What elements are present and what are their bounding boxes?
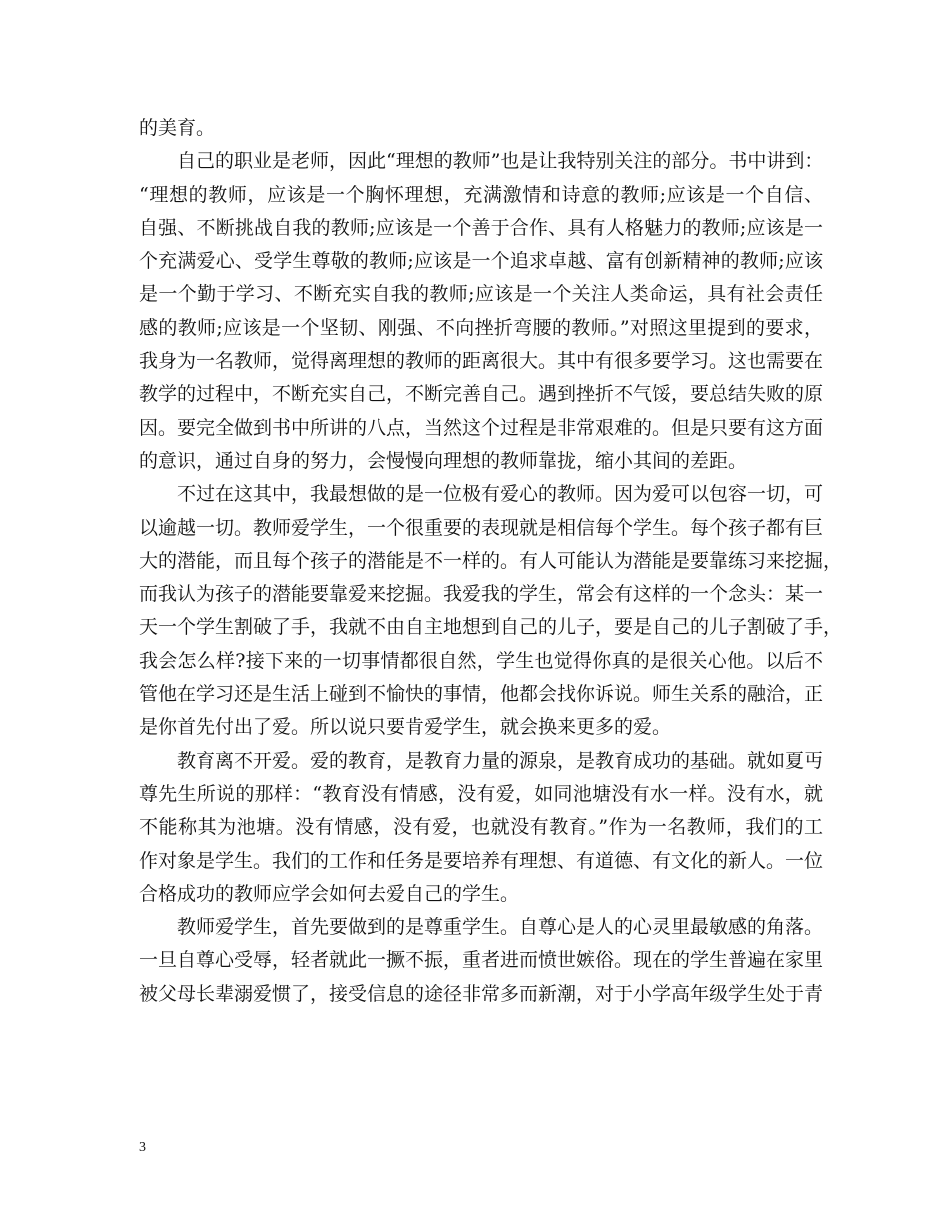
text-line: 大的潜能，而且每个孩子的潜能是不一样的。有人可能认为潜能是要靠练习来挖掘， [139,549,843,572]
text-line: 个充满爱心、受学生尊敬的教师;应该是一个追求卓越、富有创新精神的教师;应该 [139,250,823,273]
text-line: 我身为一名教师，觉得离理想的教师的距离很大。其中有很多要学习。这也需要在 [139,350,824,373]
text-line: 被父母长辈溺爱惯了，接受信息的途径非常多而新潮，对于小学高年级学生处于青 [139,982,824,1005]
text-line: 的意识，通过自身的努力，会慢慢向理想的教师靠拢，缩小其间的差距。 [139,449,748,472]
text-line: 天一个学生割破了手，我就不由自主地想到自己的儿子，要是自己的儿子割破了手， [139,616,843,639]
text-line: 教学的过程中，不断充实自己，不断完善自己。遇到挫折不气馁，要总结失败的原 [139,383,824,406]
text-line: 自强、不断挑战自我的教师;应该是一个善于合作、具有人格魅力的教师;应该是一 [139,216,823,239]
page-number: 3 [139,1140,146,1155]
text-line: 自己的职业是老师，因此“理想的教师”也是让我特别关注的部分。书中讲到： [177,150,824,173]
text-line: 教育离不开爱。爱的教育，是教育力量的源泉，是教育成功的基础。就如夏丏 [177,749,824,772]
text-line: 以逾越一切。教师爱学生，一个很重要的表现就是相信每个学生。每个孩子都有巨 [139,516,824,539]
text-line: 是你首先付出了爱。所以说只要肯爱学生，就会换来更多的爱。 [139,716,672,739]
text-line: 不能称其为池塘。没有情感，没有爱，也就没有教育。”作为一名教师，我们的工 [139,816,823,839]
text-line: 尊先生所说的那样：“教育没有情感，没有爱，如同池塘没有水一样。没有水，就 [139,782,823,805]
text-line: 因。要完全做到书中所讲的八点，当然这个过程是非常艰难的。但是只要有这方面 [139,416,824,439]
text-line: 是一个勤于学习、不断充实自我的教师;应该是一个关注人类命运，具有社会责任 [139,283,823,306]
text-line: 作对象是学生。我们的工作和任务是要培养有理想、有道德、有文化的新人。一位 [139,849,824,872]
text-line: 合格成功的教师应学会如何去爱自己的学生。 [139,882,520,905]
text-line: 的美育。 [139,117,216,139]
text-line: 我会怎么样?接下来的一切事情都很自然，学生也觉得你真的是很关心他。以后不 [139,649,823,672]
text-line: 一旦自尊心受辱，轻者就此一撅不振，重者进而愤世嫉俗。现在的学生普遍在家里 [139,949,824,972]
text-line: 不过在这其中，我最想做的是一位极有爱心的教师。因为爱可以包容一切，可 [177,483,824,506]
text-line: 而我认为孩子的潜能要靠爱来挖掘。我爱我的学生，常会有这样的一个念头：某一 [139,583,824,606]
body-text [139,112,843,1011]
text-line: 感的教师;应该是一个坚韧、刚强、不向挫折弯腰的教师。”对照这里提到的要求， [139,316,823,339]
text-line: “理想的教师，应该是一个胸怀理想，充满激情和诗意的教师;应该是一个自信、 [139,183,823,206]
text-line: 教师爱学生，首先要做到的是尊重学生。自尊心是人的心灵里最敏感的角落。 [177,916,824,939]
text-line: 管他在学习还是生活上碰到不愉快的事情，他都会找你诉说。师生关系的融洽，正 [139,683,824,706]
